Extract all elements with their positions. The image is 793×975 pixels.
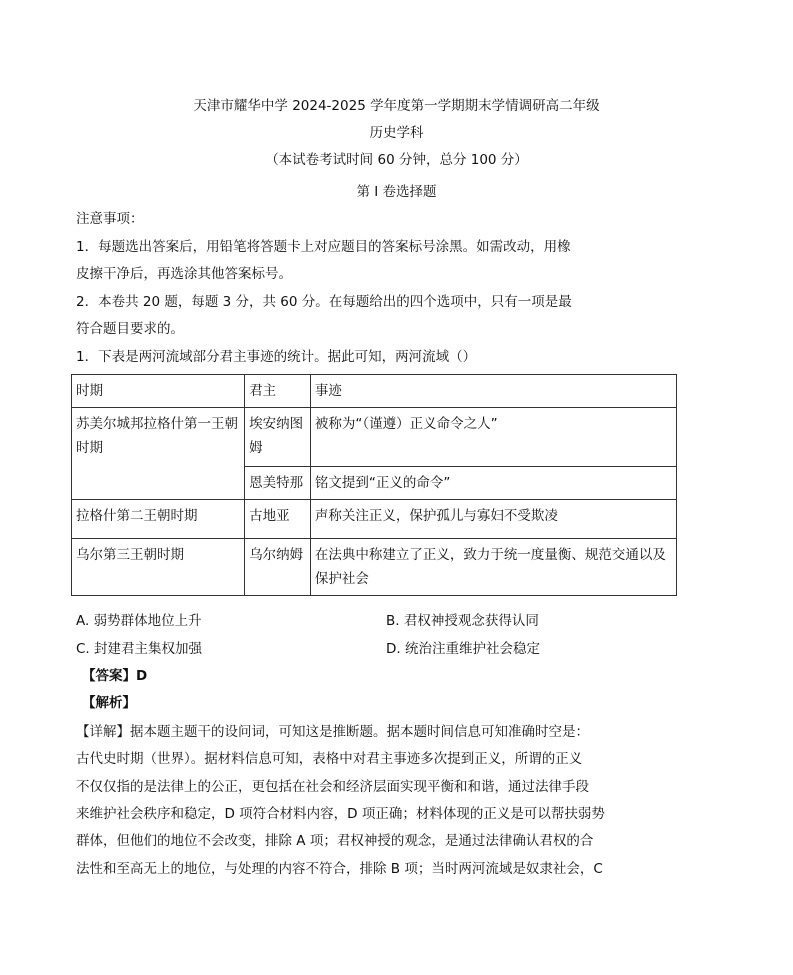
exam-info: （本试卷考试时间 60 分钟，总分 100 分）: [265, 152, 528, 168]
table-header-row: [72, 375, 677, 408]
ruler-cell: 古地亚: [245, 500, 311, 539]
deed-cell: 铭文提到“正义的命令”: [310, 467, 676, 500]
section-title: 第 I 卷选择题: [356, 184, 437, 200]
note-line: 1．每题选出答案后，用铅笔将答题卡上对应题目的答案标号涂黑。如需改动，用橡: [76, 239, 571, 255]
detail-line: 群体，但他们的地位不会改变，排除 A 项；君权神授的观念，是通过法律确认君权的合: [76, 833, 594, 849]
subject-title: 历史学科: [369, 125, 424, 141]
deed-cell: 声称关注正义，保护孤儿与寡妇不受欺凌: [310, 500, 676, 539]
deed-cell: 被称为“（谨遵）正义命令之人”: [310, 408, 676, 467]
note-line: 符合题目要求的。: [76, 321, 184, 337]
option-b: B. 君权神授观念获得认同: [386, 613, 539, 629]
detail-line: 不仅仅指的是法律上的公正，更包括在社会和经济层面实现平衡和和谐，通过法律手段: [76, 779, 589, 795]
ruler-cell: 埃安纳图姆: [245, 408, 311, 467]
option-c: C. 封建君主集权加强: [76, 641, 203, 657]
ruler-cell: 恩美特那: [245, 467, 311, 500]
header-ruler: 君主: [245, 375, 311, 408]
ruler-cell: 乌尔纳姆: [245, 539, 311, 596]
detail-line: 【详解】据本题主题干的设问词，可知这是推断题。据本题时间信息可知准确时空是：: [76, 724, 589, 740]
period-cell: 拉格什第二王朝时期: [72, 500, 245, 539]
header-deed: 事迹: [310, 375, 676, 408]
note-line: 皮擦干净后，再选涂其他答案标号。: [76, 266, 292, 282]
answer-label: 【答案】D: [82, 668, 148, 684]
option-a: A. 弱势群体地位上升: [76, 613, 202, 629]
detail-line: 法性和至高无上的地位，与处理的内容不符合，排除 B 项；当时两河流域是奴隶社会，C: [76, 861, 603, 877]
note-line: 2．本卷共 20 题，每题 3 分，共 60 分。在每题给出的四个选项中，只有一项是最: [76, 294, 572, 310]
detail-line: 古代史时期（世界）。据材料信息可知，表格中对君主事迹多次提到正义，所谓的正义: [76, 751, 583, 767]
table-row: [72, 408, 677, 467]
events-table: [71, 374, 677, 596]
document-title: 天津市耀华中学 2024-2025 学年度第一学期期末学情调研高二年级: [193, 98, 600, 114]
period-cell: 苏美尔城邦拉格什第一王朝时期: [72, 408, 245, 500]
header-period: 时期: [72, 375, 245, 408]
detail-line: 来维护社会秩序和稳定，D 项符合材料内容，D 项正确；材料体现的正义是可以帮扶弱势: [76, 806, 605, 822]
table-row: [72, 539, 677, 596]
period-cell: 乌尔第三王朝时期: [72, 539, 245, 596]
notes-heading: 注意事项：: [76, 211, 144, 227]
option-d: D. 统治注重维护社会稳定: [386, 641, 540, 657]
deed-cell: 在法典中称建立了正义，致力于统一度量衡、规范交通以及保护社会: [310, 539, 676, 596]
analysis-label: 【解析】: [82, 695, 136, 711]
table-row: [72, 500, 677, 539]
question-stem: 1．下表是两河流域部分君主事迹的统计。据此可知，两河流域（）: [76, 349, 477, 365]
